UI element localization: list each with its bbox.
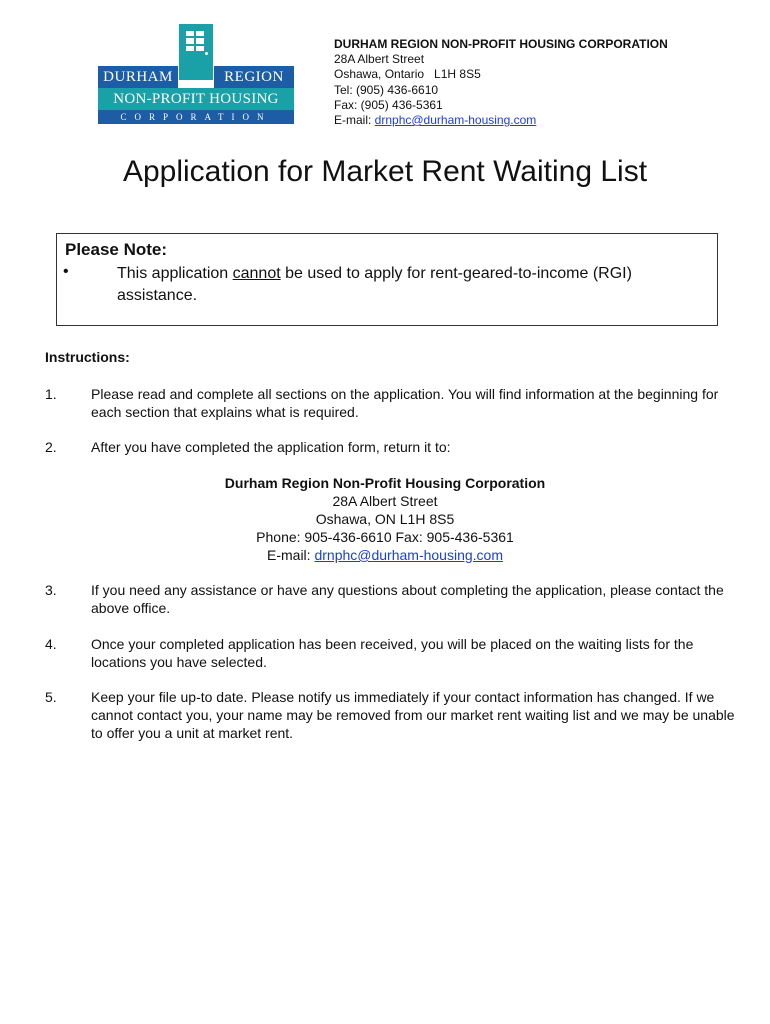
return-address-email-label: E-mail: [267,547,315,563]
return-address-email-line [0,546,770,564]
return-address-email-link[interactable]: drnphc@durham-housing.com [314,547,503,563]
header-email-line [334,113,668,128]
logo-word-durham: DURHAM [98,66,178,88]
instruction-text: After you have completed the application form, return it to: [91,439,451,455]
note-bullet: • [63,263,69,280]
instruction-item [45,581,735,617]
header-street: 28A Albert Street [334,52,425,67]
instruction-text: Keep your file up-to date. Please notify us immediately if your contact information has changed. If we cannot contact you, your name may be removed from our market rent waiting list and we may be unable to offer you a unit at market rent. [91,689,735,741]
instructions-heading: Instructions: [45,349,130,365]
instruction-text: If you need any assistance or have any questions about completing the application, please contact the above office. [91,582,724,616]
instruction-item [45,688,735,742]
instruction-number: 3. [45,582,57,598]
header-tel: Tel: (905) 436-6610 [334,82,439,97]
instruction-number: 4. [45,636,57,652]
note-text-emphasis: cannot [232,265,281,282]
note-text-part1: This application [117,265,233,282]
return-address-phone-fax: Phone: 905-436-6610 Fax: 905-436-5361 [256,529,514,545]
header-fax: Fax: (905) 436-5361 [334,97,443,112]
logo-word-region: REGION [214,66,294,88]
instruction-item [45,635,735,671]
page-title: Application for Market Rent Waiting List [122,155,648,188]
instruction-text: Once your completed application has been received, you will be placed on the waiting lists for the locations you have selected. [91,636,694,670]
instruction-item [45,385,735,421]
instruction-item [45,438,735,456]
instruction-number: 1. [45,386,57,402]
instruction-text: Please read and complete all sections on the application. You will find information at the beginning for each section that explains what is required. [91,386,719,420]
header-org-name: DURHAM REGION NON-PROFIT HOUSING CORPORATION [334,37,668,51]
header-city: Oshawa, Ontario L1H 8S5 [334,67,481,82]
note-heading: Please Note: [65,240,168,259]
logo-line-corporation: CORPORATION [98,110,294,124]
return-address-city: Oshawa, ON L1H 8S5 [315,511,455,527]
header-contact-block [334,37,668,128]
instruction-number: 2. [45,439,57,455]
header-email-label: E-mail: [334,113,375,128]
company-logo [98,24,294,124]
return-address-name: Durham Region Non-Profit Housing Corporation [224,475,546,491]
logo-line-nonprofit: NON-PROFIT HOUSING [98,88,294,110]
return-address [0,474,770,564]
instruction-number: 5. [45,689,57,705]
return-address-street: 28A Albert Street [332,493,438,509]
note-text-part2: be used to apply for rent-geared-to-income (RGI) assistance. [117,265,632,304]
note-box [56,233,718,326]
header-email-link[interactable]: drnphc@durham-housing.com [374,113,537,128]
note-text [117,263,702,307]
